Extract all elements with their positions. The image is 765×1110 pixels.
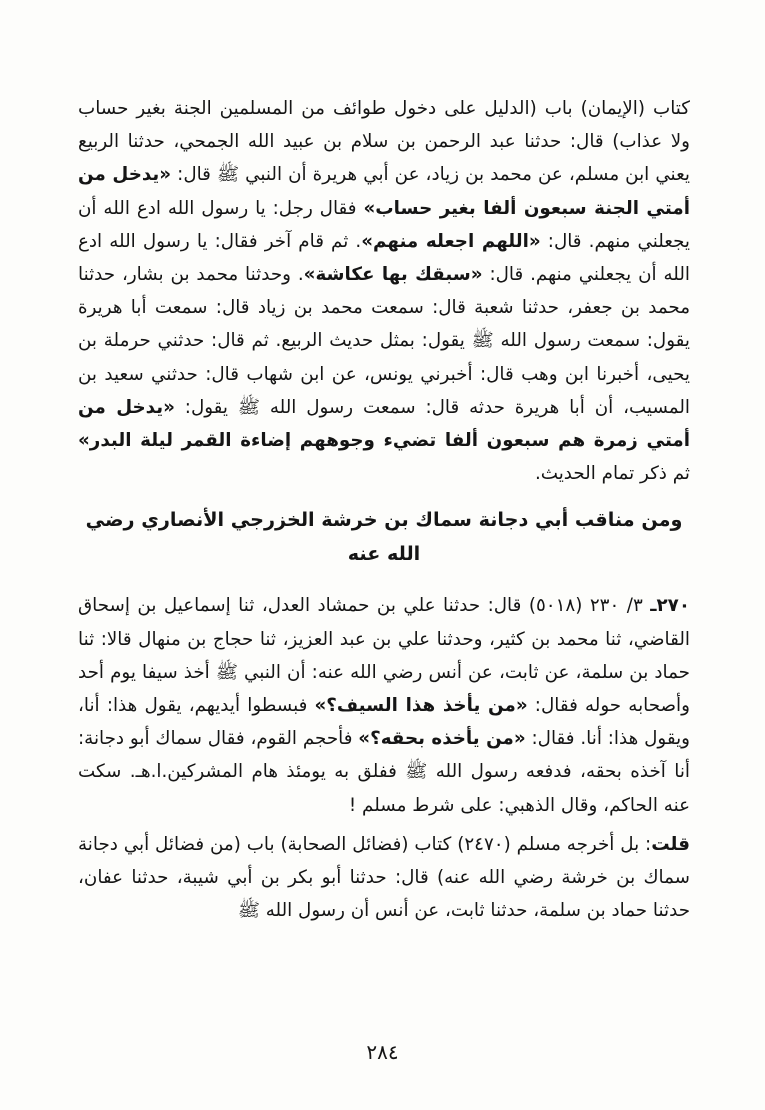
hadith-quote: «من يأخذ هذا السيف؟»: [314, 695, 528, 717]
paragraph-qult: [78, 828, 690, 928]
section-heading: ومن مناقب أبي دجانة سماك بن خرشة الخزرجي الأنصاري رضي الله عنه: [85, 508, 683, 566]
qult-label: قلت: [651, 833, 690, 855]
paragraph-hadith-270: [78, 589, 690, 821]
text-segment: ٣/ ٢٣٠ (٥٠١٨) قال: حدثنا علي بن حمشاد العدل، ثنا إسماعيل بن إسحاق القاضي، ثنا محمد بن كثير، وحدثنا علي بن عبد العزيز، ثنا حجاج بن منهال قالا: ثنا حماد بن سلمة، عن ثابت، عن أنس رضي الله عنه: أن النبي ﷺ أخذ سيفا يوم أحد وأصحابه حوله فقال:: [78, 595, 690, 717]
text-segment: . ثم قام آخر فقال: يا رسول الله ادع الله أن يجعلني منهم. قال:: [78, 230, 690, 286]
text-segment: . وحدثنا محمد بن بشار، حدثنا محمد بن جعفر، حدثنا شعبة قال: سمعت محمد بن زياد قال: سمعت أبا هريرة يقول: سمعت رسول الله ﷺ يقول: بمثل حديث الربيع. ثم قال: حدثني حرملة بن يحيى، أخبرنا ابن وهب قال: أخبرني يونس، عن ابن شهاب قال: حدثني سعيد بن المسيب، أن أبا هريرة حدثه قال: سمعت رسول الله ﷺ يقول:: [78, 264, 690, 418]
text-segment: فقال رجل: يا رسول الله ادع الله أن يجعلني منهم. قال:: [78, 197, 691, 252]
hadith-quote: «يدخل من أمتي زمرة هم سبعون ألفا تضيء وجوههم إضاءة القمر ليلة البدر»: [78, 396, 690, 452]
hadith-number: ٢٧٠ـ: [650, 595, 690, 617]
hadith-quote: «من يأخذه بحقه؟»: [358, 728, 526, 750]
text-segment: : بل أخرجه مسلم (٢٤٧٠) كتاب (فضائل الصحابة) باب (من فضائل أبي دجانة سماك بن خرشة رضي الله عنه) قال: حدثنا أبو بكر بن أبي شيبة، حدثنا عفان، حدثنا حماد بن سلمة، حدثنا ثابت، عن أنس أن رسول الله ﷺ: [78, 833, 690, 922]
hadith-quote: «سبقك بها عكاشة»: [303, 264, 483, 286]
text-segment: فبسطوا أيديهم، يقول هذا: أنا، ويقول هذا: أنا. فقال:: [78, 695, 690, 750]
text-segment: كتاب (الإيمان) باب (الدليل على دخول طوائف من المسلمين الجنة بغير حساب ولا عذاب) قال: حدثنا عبد الرحمن بن سلام بن عبيد الله الجمحي، حدثنا الربيع يعني ابن مسلم، عن محمد بن زياد، عن أبي هريرة أن النبي ﷺ قال:: [78, 98, 690, 186]
hadith-quote: «يدخل من أمتي الجنة سبعون ألفا بغير حساب»: [78, 164, 690, 219]
paragraph-muslim-iman: [78, 92, 690, 490]
page-number: ٢٨٤: [366, 1040, 399, 1064]
hadith-quote: «اللهم اجعله منهم»: [361, 230, 541, 252]
text-segment: فأحجم القوم، فقال سماك أبو دجانة: أنا آخذه بحقه، فدفعه رسول الله ﷺ ففلق به يومئذ هام المشركين.ا.هـ. سكت عنه الحاكم، وقال الذهبي: على شرط مسلم !: [78, 728, 690, 816]
document-page: [78, 92, 690, 927]
text-segment: ثم ذكر تمام الحديث.: [534, 463, 690, 485]
